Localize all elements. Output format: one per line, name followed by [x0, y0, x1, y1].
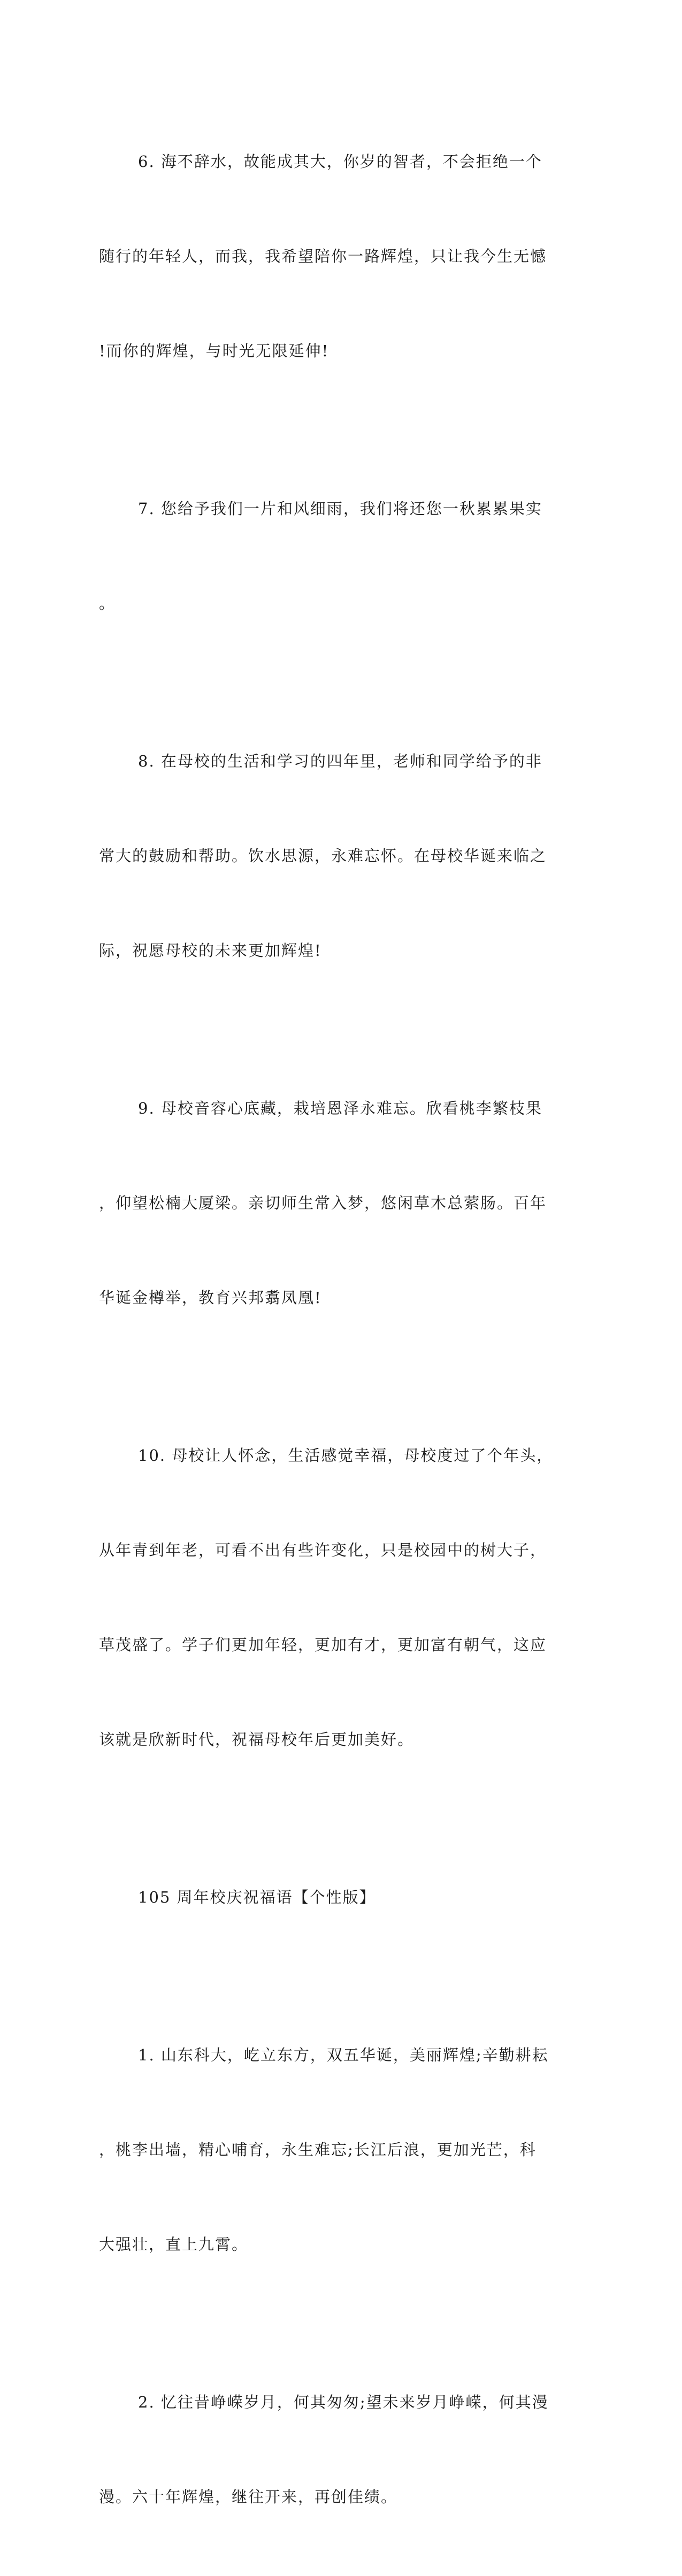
text-line: 华诞金樽举，教育兴邦翥凤凰! [99, 1289, 322, 1307]
text-line: 9. 母校音容心底藏，栽培恩泽永难忘。欣看桃李繁枝果 [138, 1099, 542, 1117]
document-body [99, 83, 580, 2576]
text-line: 随行的年轻人，而我，我希望陪你一路辉煌，只让我今生无憾 [99, 247, 547, 265]
text-line: 漫。六十年辉煌，继往开来，再创佳绩。 [99, 2488, 398, 2506]
text-line: 。 [99, 594, 116, 612]
paragraph-1 [99, 1976, 580, 2324]
text-line: 常大的鼓励和帮助。饮水思源，永难忘怀。在母校华诞来临之 [99, 847, 547, 865]
paragraph-6 [99, 83, 580, 430]
text-line: 7. 您给予我们一片和风细雨，我们将还您一秋累累果实 [138, 500, 542, 518]
paragraph-2 [99, 2324, 580, 2576]
paragraph-7 [99, 430, 580, 683]
paragraph-8 [99, 683, 580, 1030]
text-line: 1. 山东科大，屹立东方，双五华诞，美丽辉煌;辛勤耕耘 [138, 2046, 549, 2064]
paragraph-10 [99, 1377, 580, 1819]
text-line: 该就是欣新时代，祝福母校年后更加美好。 [99, 1730, 415, 1749]
text-line: ，仰望松楠大厦梁。亲切师生常入梦，悠闲草木总萦肠。百年 [99, 1194, 547, 1212]
text-line: 从年青到年老，可看不出有些许变化，只是校园中的树大子， [99, 1541, 547, 1559]
text-line: 8. 在母校的生活和学习的四年里，老师和同学给予的非 [138, 752, 542, 770]
text-line: ，桃李出墙，精心哺育，永生难忘;长江后浪，更加光芒，科 [99, 2141, 537, 2159]
text-line: 10. 母校让人怀念，生活感觉幸福，母校度过了个年头， [138, 1446, 554, 1465]
text-line: !而你的辉煌，与时光无限延伸! [99, 342, 329, 360]
text-line: 2. 忆往昔峥嵘岁月，何其匆匆;望未来岁月峥嵘，何其漫 [138, 2393, 549, 2411]
text-line: 6. 海不辞水，故能成其大，你岁的智者，不会拒绝一个 [138, 152, 542, 171]
text-line: 际，祝愿母校的未来更加辉煌! [99, 941, 322, 960]
section-heading-text: 105 周年校庆祝福语【个性版】 [138, 1888, 376, 1906]
section-heading [99, 1819, 580, 1976]
text-line: 草茂盛了。学子们更加年轻，更加有才，更加富有朝气，这应 [99, 1636, 547, 1654]
text-line: 大强壮，直上九霄。 [99, 2235, 249, 2253]
paragraph-9 [99, 1030, 580, 1377]
